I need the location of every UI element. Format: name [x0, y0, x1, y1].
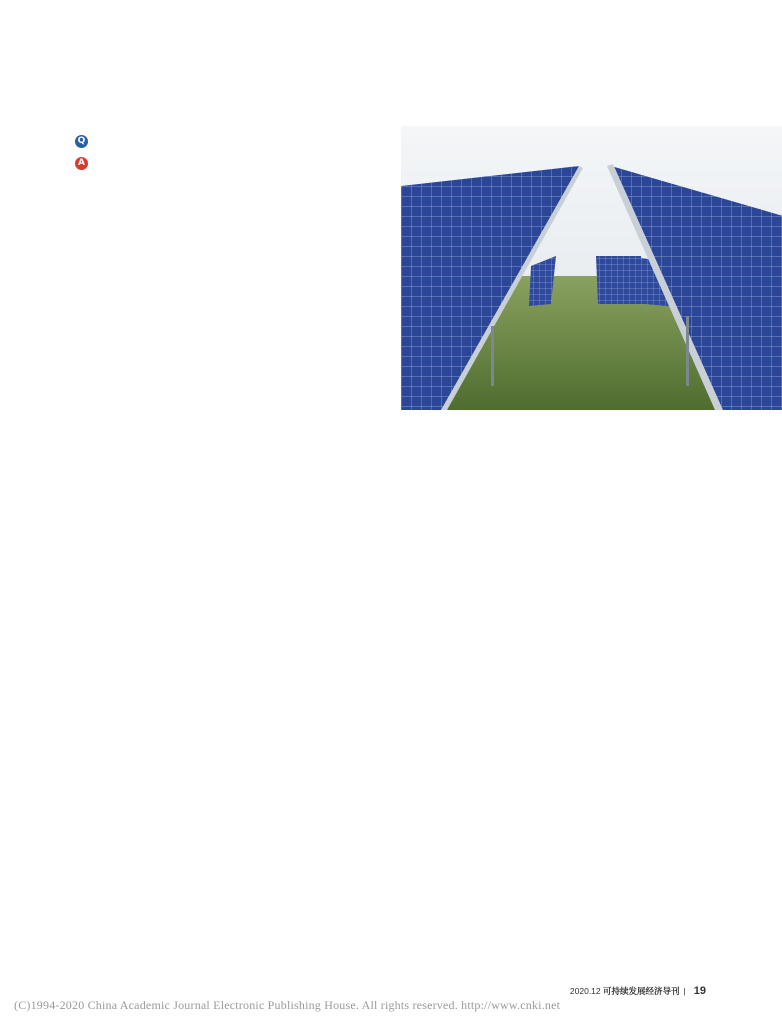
answer-paragraph [75, 148, 383, 170]
issue-date: 2020.12 [569, 986, 601, 996]
copyright-watermark: (C)1994-2020 China Academic Journal Electronic Publishing House. All rights reserved. http://www.cnki.net [14, 998, 561, 1012]
page-footer [570, 985, 706, 997]
footer-divider: | [683, 986, 686, 996]
page-number: 19 [693, 985, 706, 997]
solar-panel-photo [401, 126, 782, 410]
solar-panel-illustration [401, 126, 782, 410]
left-column [75, 126, 383, 171]
question-paragraph [75, 126, 383, 148]
question-icon: Q [75, 135, 88, 148]
answer-icon: A [75, 157, 88, 170]
journal-name: 可持续发展经济导刊 [603, 986, 680, 996]
